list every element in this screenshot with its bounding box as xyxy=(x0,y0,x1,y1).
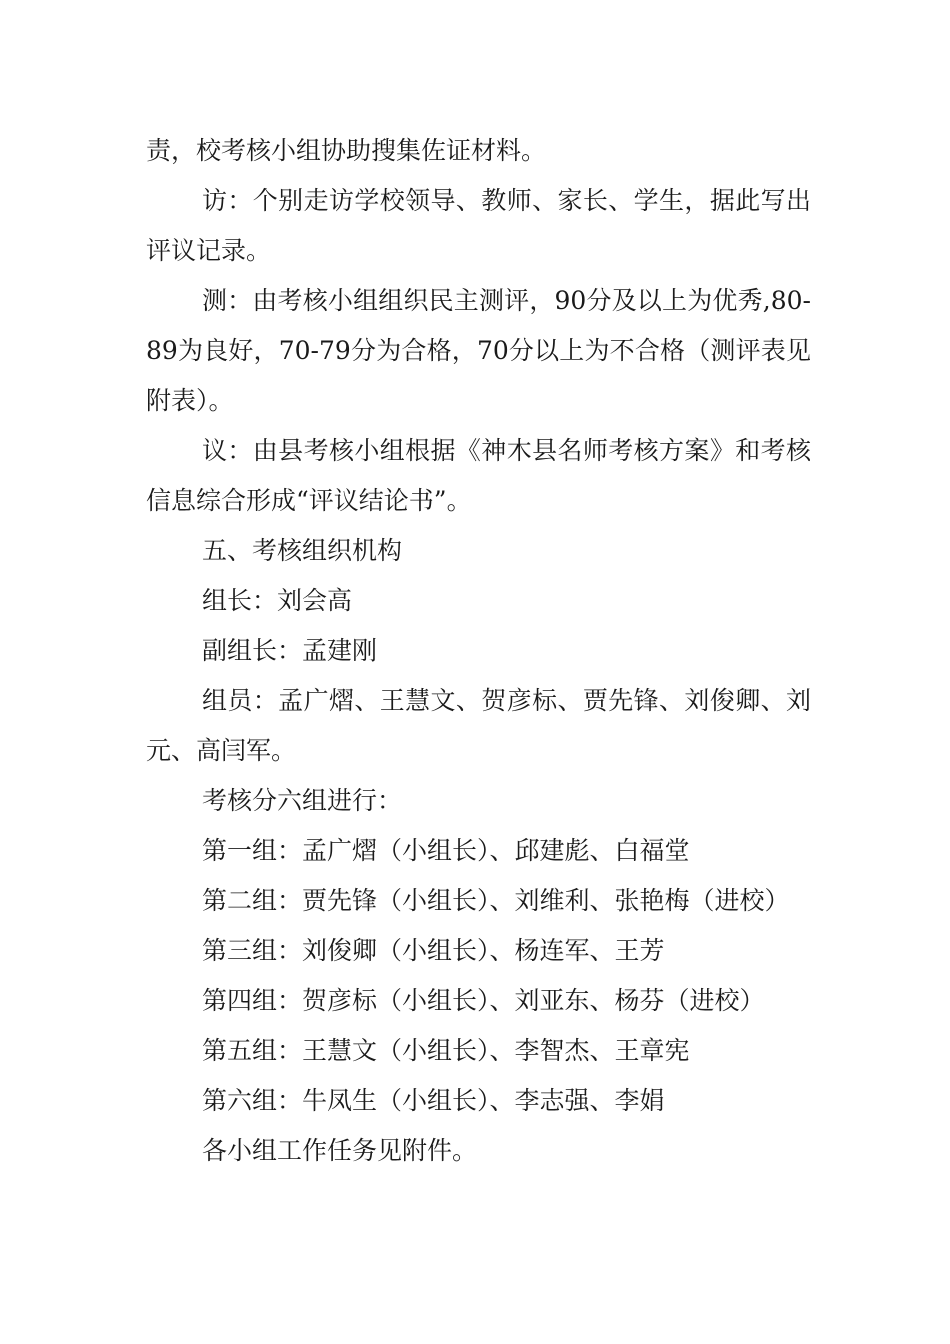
paragraph-evidence: 责，校考核小组协助搜集佐证材料。 xyxy=(146,136,547,165)
paragraph-leader: 组长：刘会高 xyxy=(202,586,353,615)
paragraph-tasks-note: 各小组工作任务见附件。 xyxy=(202,1136,478,1165)
paragraph-group-2: 第二组：贾先锋（小组长）、刘维利、张艳梅（进校） xyxy=(202,886,790,915)
paragraph-group-6: 第六组：牛凤生（小组长）、李志强、李娟 xyxy=(202,1086,665,1115)
paragraph-group-1: 第一组：孟广熠（小组长）、邱建彪、白福堂 xyxy=(202,836,690,865)
paragraph-deputy-leader: 副组长：孟建刚 xyxy=(202,636,378,665)
paragraph-group-3: 第三组：刘俊卿（小组长）、杨连军、王芳 xyxy=(202,936,665,965)
paragraph-group-4: 第四组：贺彦标（小组长）、刘亚东、杨芬（进校） xyxy=(202,986,765,1015)
paragraph-members: 组员：孟广熠、王慧文、贺彦标、贾先锋、刘俊卿、刘元、高闫军。 xyxy=(146,686,811,765)
section-heading-organization: 五、考核组织机构 xyxy=(202,536,403,565)
paragraph-visit: 访：个别走访学校领导、教师、家长、学生，据此写出评议记录。 xyxy=(146,186,811,265)
document-body xyxy=(146,126,811,1176)
paragraph-group-5: 第五组：王慧文（小组长）、李智杰、王章宪 xyxy=(202,1036,690,1065)
paragraph-test: 测：由考核小组组织民主测评，90分及以上为优秀,80-89为良好，70-79分为合格，70分以上为不合格（测评表见附表）。 xyxy=(146,286,811,415)
paragraph-groups-intro: 考核分六组进行： xyxy=(202,786,403,815)
paragraph-review: 议：由县考核小组根据《神木县名师考核方案》和考核信息综合形成“评议结论书”。 xyxy=(146,436,811,515)
